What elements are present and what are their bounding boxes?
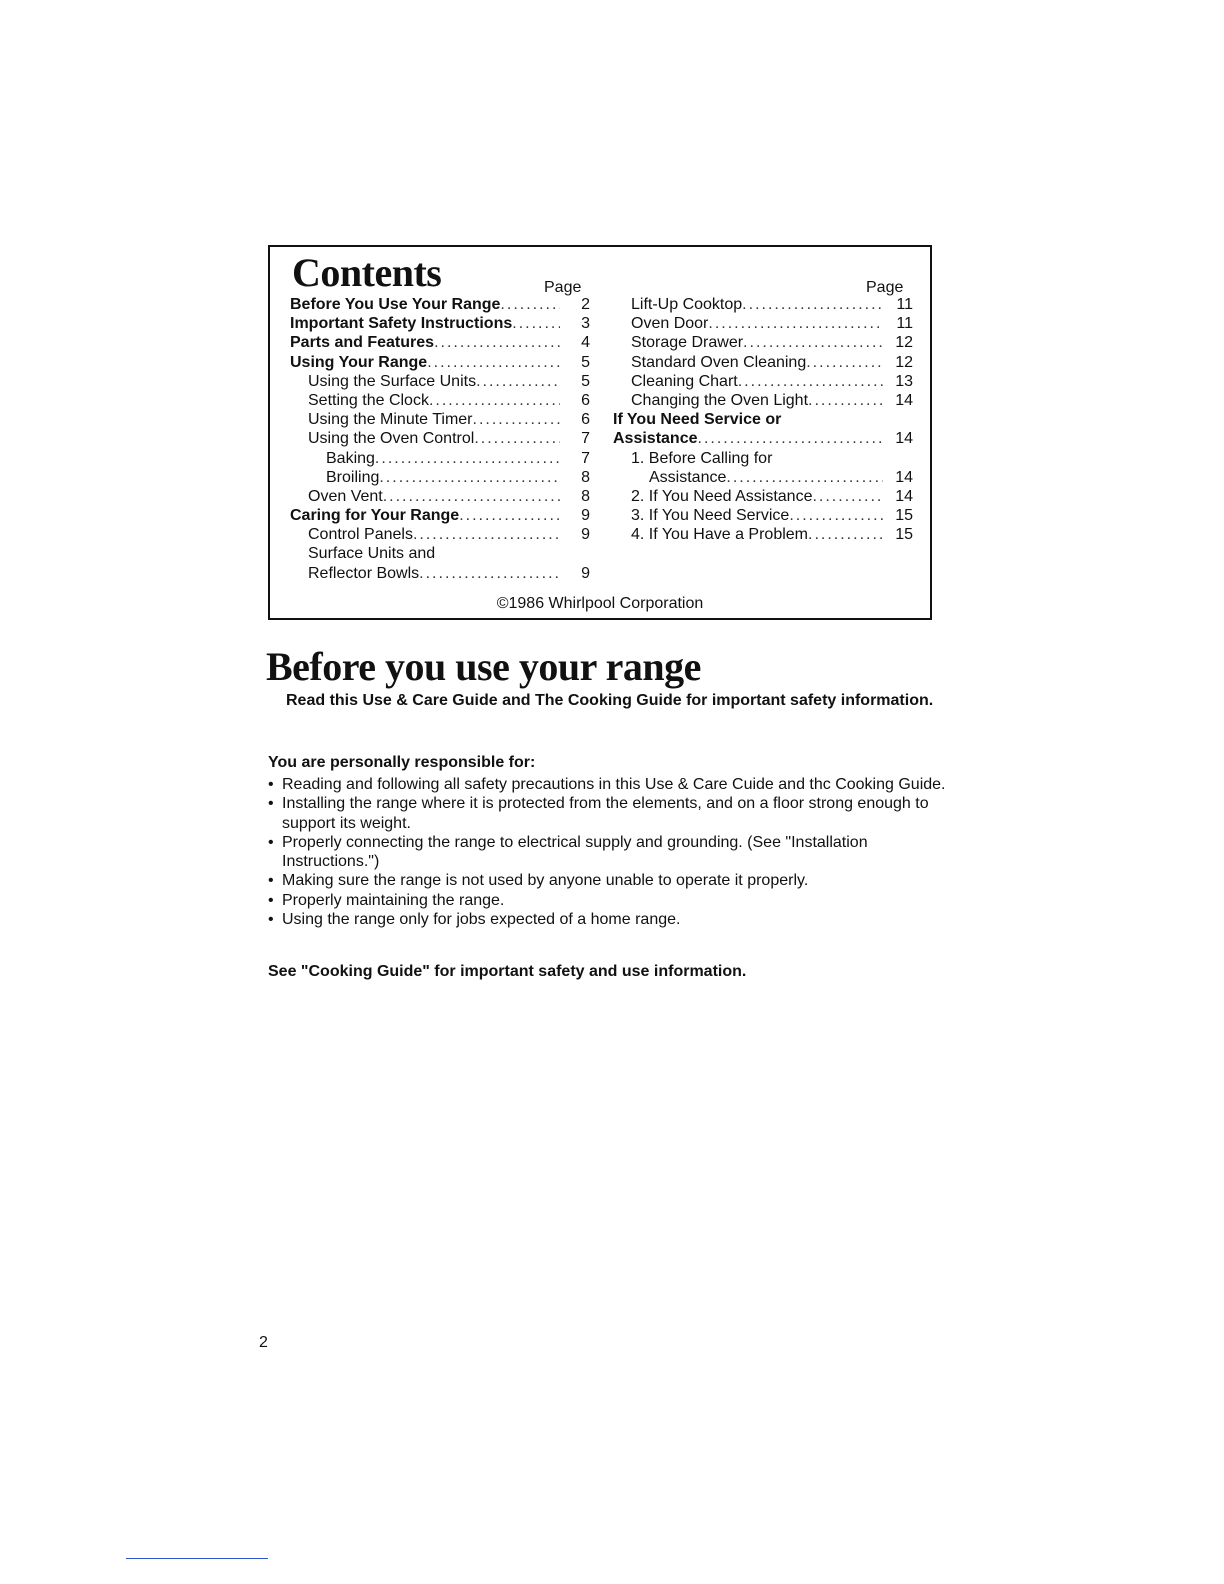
bullet-icon: •	[268, 776, 274, 793]
page-column-header-right: Page	[866, 279, 904, 296]
page-column-header-left: Page	[544, 279, 582, 296]
toc-entry[interactable]: If You Need Service or	[613, 411, 782, 429]
toc-entry[interactable]: Surface Units and	[308, 545, 436, 563]
toc-entry[interactable]: Parts and Features ..... 4	[290, 333, 590, 352]
toc-entry[interactable]: Standard Oven Cleaning ..... 12	[613, 353, 913, 372]
toc-entry[interactable]: Broiling ..... 8	[290, 468, 590, 487]
toc-entry[interactable]: Caring for Your Range ..... 9	[290, 506, 590, 525]
toc-entry[interactable]: Baking ..... 7	[290, 449, 590, 468]
list-item: • Reading and following all safety precautions in this Use & Care Cuide and thc Cooking Guide.	[268, 776, 946, 793]
list-item: • Properly maintaining the range.	[268, 891, 505, 909]
toc-entry[interactable]: Cleaning Chart ..... 13	[613, 372, 913, 391]
toc-entry[interactable]: Using Your Range ..... 5	[290, 353, 590, 372]
bullet-icon: •	[268, 891, 274, 909]
toc-entry[interactable]: Before You Use Your Range ..... 2	[290, 295, 590, 314]
responsibility-list	[268, 775, 958, 929]
intro-text: Read this Use & Care Guide and The Cooking Guide for important safety information.	[286, 692, 934, 709]
toc-entry[interactable]: Using the Surface Units ..... 5	[290, 372, 590, 391]
toc-entry[interactable]: Changing the Oven Light ..... 14	[613, 391, 913, 410]
page-number: 2	[259, 1334, 268, 1351]
list-item: • Properly connecting the range to electrical supply and grounding. (See "Installation Instructions.")	[268, 833, 868, 871]
toc-entry[interactable]: Assistance ..... 14	[613, 468, 913, 487]
toc-entry[interactable]: 3. If You Need Service ..... 15	[613, 506, 913, 525]
contents-column-left	[290, 295, 590, 583]
bullet-icon: •	[268, 795, 274, 813]
toc-entry[interactable]: Storage Drawer ..... 12	[613, 333, 913, 352]
toc-entry[interactable]: Using the Oven Control ..... 7	[290, 429, 590, 448]
responsibility-heading: You are personally responsible for:	[268, 754, 536, 771]
toc-entry[interactable]: 4. If You Have a Problem ..... 15	[613, 525, 913, 544]
see-cooking-guide-note: See "Cooking Guide" for important safety and use information.	[268, 963, 747, 980]
toc-entry[interactable]: Setting the Clock ..... 6	[290, 391, 590, 410]
toc-entry[interactable]: Control Panels ..... 9	[290, 525, 590, 544]
list-item: • Installing the range where it is protected from the elements, and on a floor strong enough to support its weight.	[268, 795, 929, 832]
bullet-icon: •	[268, 872, 274, 890]
bullet-icon: •	[268, 911, 274, 929]
toc-entry[interactable]: 2. If You Need Assistance ..... 14	[613, 487, 913, 506]
toc-entry[interactable]: Oven Door ..... 11	[613, 314, 913, 333]
toc-entry[interactable]: Important Safety Instructions ..... 3	[290, 314, 590, 333]
section-title: Before you use your range	[266, 644, 701, 689]
toc-entry[interactable]: 1. Before Calling for	[631, 449, 773, 467]
copyright-notice: ©1986 Whirlpool Corporation	[496, 595, 704, 612]
toc-entry[interactable]: Lift-Up Cooktop ..... 11	[613, 295, 913, 314]
toc-entry[interactable]: Using the Minute Timer ..... 6	[290, 410, 590, 429]
contents-box	[268, 245, 932, 620]
contents-column-right	[613, 295, 913, 544]
toc-entry[interactable]: Oven Vent ..... 8	[290, 487, 590, 506]
bullet-icon: •	[268, 833, 274, 851]
contents-title: Contents	[292, 250, 442, 295]
list-item: • Using the range only for jobs expected of a home range.	[268, 911, 681, 929]
toc-entry[interactable]: Assistance ..... 14	[613, 429, 913, 448]
list-item: • Making sure the range is not used by anyone unable to operate it properly.	[268, 872, 809, 890]
footnote-divider	[126, 1558, 268, 1559]
toc-entry[interactable]: Reflector Bowls ..... 9	[290, 564, 590, 583]
